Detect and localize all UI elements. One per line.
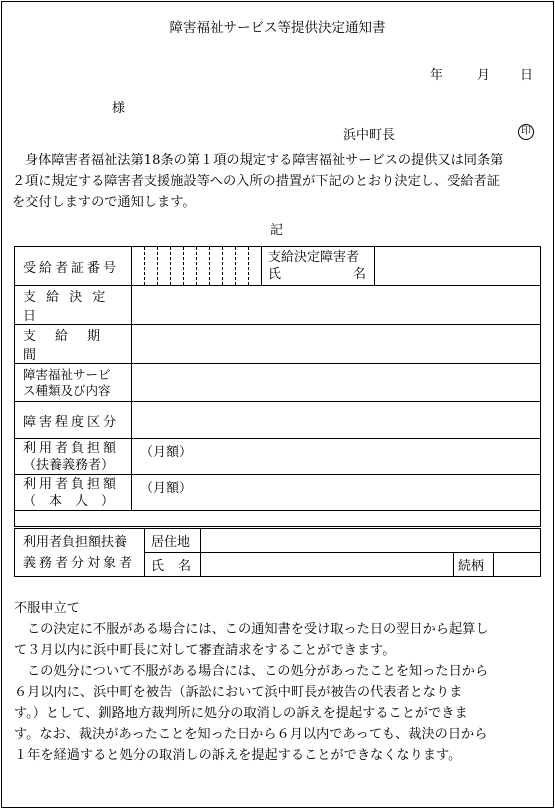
appeal-notice: 不服申立て この決定に不服がある場合には、この通知書を受け取った日の翌日から起算し て３月以内に浜中町長に対して審査請求をすることができます。 この処分について不服がある場合には、この処分があったことを知った日から ６月以内に、浜中町を被告（訴訟において浜中町長が被告の代表者となりま す。）として、釧路地方裁判所に処分の取消しの訴えを提起することができま す。なお、裁決があったことを知った日から６月以内であっても、裁決の日から １年を経過すると処分の取消しの訴えを提起することができなくなります。 [14,598,550,766]
body-line-1: 身体障害者福祉法第18条の第１項の規定する障害福祉サービスの提供又は同条第 [25,153,504,168]
monthly-label: （月額） [140,481,193,496]
ki-mark: 記 [270,223,284,238]
table-row [15,475,541,511]
dependent-table [14,528,541,577]
table-row [15,325,541,364]
seal-mark: 印 [518,124,534,140]
decision-date-label: 支 給 決 定 日 [15,286,132,325]
recipient-no-digit[interactable] [184,247,197,286]
relation-field[interactable] [494,553,541,577]
table-row [15,364,541,402]
table-row [15,511,541,527]
recipient-no-digit[interactable] [249,247,262,286]
table-row [15,286,541,325]
body-line-2: ２項に規定する障害者支援施設等への入所の措置が下記のとおり決定し、受給者証 [12,174,500,189]
decision-date-field[interactable] [132,286,541,325]
period-field[interactable] [132,325,541,364]
notice-heading: 不服申立て [14,601,80,616]
disability-level-label: 障害程度区分 [15,402,132,439]
recipient-no-label: 受給者証番号 [15,247,132,286]
date-day: 日 [520,68,534,83]
recipient-no-digit[interactable] [197,247,210,286]
disabled-person-name-label: 支給決定障害者 氏 名 [262,247,375,286]
dependent-name-label: 氏 名 [145,553,201,577]
service-type-label: 障害福祉サービ ス種類及び内容 [15,364,132,402]
burden-self-label: 利用者負担額 （ 本 人 ） [15,475,132,511]
date-year: 年 [430,68,444,83]
decision-table [14,246,541,527]
table-row [15,439,541,475]
disabled-person-name-field[interactable] [375,247,541,286]
table-row [15,402,541,439]
recipient-no-digit[interactable] [145,247,158,286]
service-type-field[interactable] [132,364,541,402]
recipient-no-digit[interactable] [236,247,249,286]
issuer: 浜中町長 [343,128,396,143]
recipient-no-digit[interactable] [132,247,145,286]
table-row [15,529,541,553]
recipient-no-digit[interactable] [210,247,223,286]
address-label: 居住地 [145,529,201,553]
body-paragraph [12,150,550,213]
relation-label: 続柄 [454,553,494,577]
dependent-label: 利用者負担額扶養 義務者分対象者 [15,529,145,577]
burden-dependent-field[interactable] [132,439,541,475]
table-row [15,247,541,286]
burden-dependent-label: 利用者負担額 （扶養義務者） [15,439,132,475]
body-line-3: を交付しますので通知します。 [12,195,196,210]
burden-self-field[interactable] [132,475,541,511]
period-label: 支 給 期 間 [15,325,132,364]
monthly-label: （月額） [140,445,193,460]
document-title: 障害福祉サービス等提供決定通知書 [169,20,386,36]
date-month: 月 [477,68,491,83]
table-spacer [15,511,541,527]
recipient-no-digit[interactable] [171,247,184,286]
recipient-no-digit[interactable] [223,247,236,286]
recipient-no-digit[interactable] [158,247,171,286]
addressee-suffix: 様 [112,101,126,116]
address-field[interactable] [201,529,541,553]
disability-level-field[interactable] [132,402,541,439]
dependent-name-field[interactable] [201,553,454,577]
